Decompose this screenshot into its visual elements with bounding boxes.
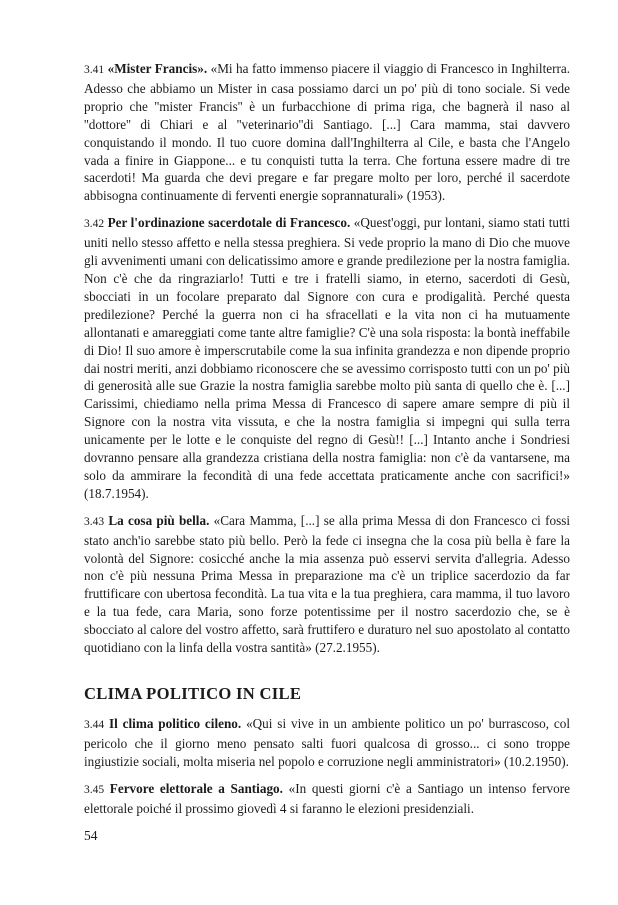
- entry-text: «Cara Mamma, [...] se alla prima Messa di don Francesco ci fossi stato anch'io sarebbe stato più bello. Però la fede ci insegna che la cosa più bella è fare la volontà del Signore: cosicché anche la mia assenza può esservi servita d'allegria. Adesso non c'è più nessuna Prima Messa in preparazione ma c'è un triplice sacerdozio da far fruttificare con ubertosa fecondità. La tua vita e la tua preghiera, cara mamma, il tuo lavoro e la tua fede, cara Maria, sono forze potentissime per il nostro sacerdozio che, se è sbocciato al calore del vostro affetto, sarà fruttifero e duraturo nel suo apostolato al contatto quotidiano con la linfa della vostra santità» (27.2.1955).: [84, 512, 570, 656]
- page-number: 54: [84, 828, 98, 843]
- entry-text: «In questi giorni c'è a Santiago un intenso fervore elettorale poiché il prossimo giovedì 4 si faranno le elezioni presidenziali.: [84, 780, 570, 816]
- entry-title: «Mister Francis».: [107, 61, 208, 76]
- entry-3-44: [84, 715, 570, 771]
- entry-text: «Qui si vive in un ambiente politico un po' burrascoso, col pericolo che il giorno meno pensato salti fuori qualcosa di grosso... ci sono troppe ingiustizie sociali, molta miseria nel popolo e corruzione negli amministratori» (10.2.1950).: [84, 715, 571, 769]
- entry-3-43: [84, 512, 570, 657]
- entry-text: «Mi ha fatto immenso piacere il viaggio di Francesco in Inghilterra. Adesso che abbiamo un Mister in casa possiamo darci un po' più di tono sociale. Si vede proprio che ''mister Francis'' è un furbacchione di prima riga, che bagnerà il naso al ''dottore'' di Chiari e al ''veterinario''di Santiago. [...] Cara mamma, stai davvero conquistando il mondo. Il tuo cuore domina dall'Inghilterra al Cile, e basta che l'Angelo vada a finire in Giappone... e tu conquisti tutta la terra. Che fortuna essere madre di tre sacerdoti! Ma guarda che devi pregare e far pregare molto per loro, perché il sacerdote abbisogna continuamente di ferventi energie soprannaturali» (1953).: [84, 61, 571, 204]
- section-heading: CLIMA POLITICO IN CILE: [84, 684, 302, 703]
- page-body: [84, 60, 570, 826]
- entry-number: 3.43: [84, 515, 105, 528]
- entry-3-45: [84, 780, 570, 818]
- entry-title: La cosa più bella.: [108, 512, 210, 528]
- entry-3-41: [84, 60, 570, 205]
- entry-text: «Quest'oggi, pur lontani, siamo stati tutti uniti nello stesso affetto e nella stessa preghiera. Si vede proprio la mano di Dio che muove gli avvenimenti umani con delicatissimo amore e grande predilezione per la nostra famiglia. Non c'è che da ringraziarlo! Tutti e tre i fratelli siamo, in eterno, sacerdoti di Gesù, sbocciati in un focolare preparato dal Signore con cura e prodigalità. Perché questa predilezione? Perché la guerra non ci ha sfracellati e la vita non ci ha mutuamente allontanati e amareggiati come tante altre famiglie? C'è una sola risposta: la bontà ineffabile di Dio! Il suo amore è imperscrutabile come la sua infinita grandezza e non dipende proprio dai nostri meriti, anzi dobbiamo riconoscere che se avessimo corrisposto tutti con un po' più di generosità alle sue Grazie la nostra famiglia sarebbe molto più santa di quello che è. [...] Carissimi, chiediamo nella prima Messa di Francesco di sapere amare sempre di più il Signore con la nostra vita vissuta, e che la nostra famiglia si impegni qui sulla terra unicamente per le lotte e le conquiste del regno di Gesù!! [...] Intanto anche i Sondriesi dovranno pensare alla grandezza cristiana della nostra famiglia: non c'è da vantarsene, ma solo da ammirare la fecondità di una fede accettata praticamente anche con sacrifici!» (18.7.1954).: [84, 215, 570, 501]
- entry-title: Il clima politico cileno.: [109, 715, 242, 731]
- entry-3-42: [84, 214, 570, 503]
- entry-number: 3.42: [84, 218, 105, 231]
- entry-number: 3.44: [84, 718, 105, 731]
- entry-number: 3.41: [84, 64, 105, 76]
- entry-title: Fervore elettorale a Santiago.: [109, 780, 283, 796]
- entry-title: Per l'ordinazione sacerdotale di Francesco.: [107, 215, 351, 231]
- entry-number: 3.45: [84, 783, 105, 796]
